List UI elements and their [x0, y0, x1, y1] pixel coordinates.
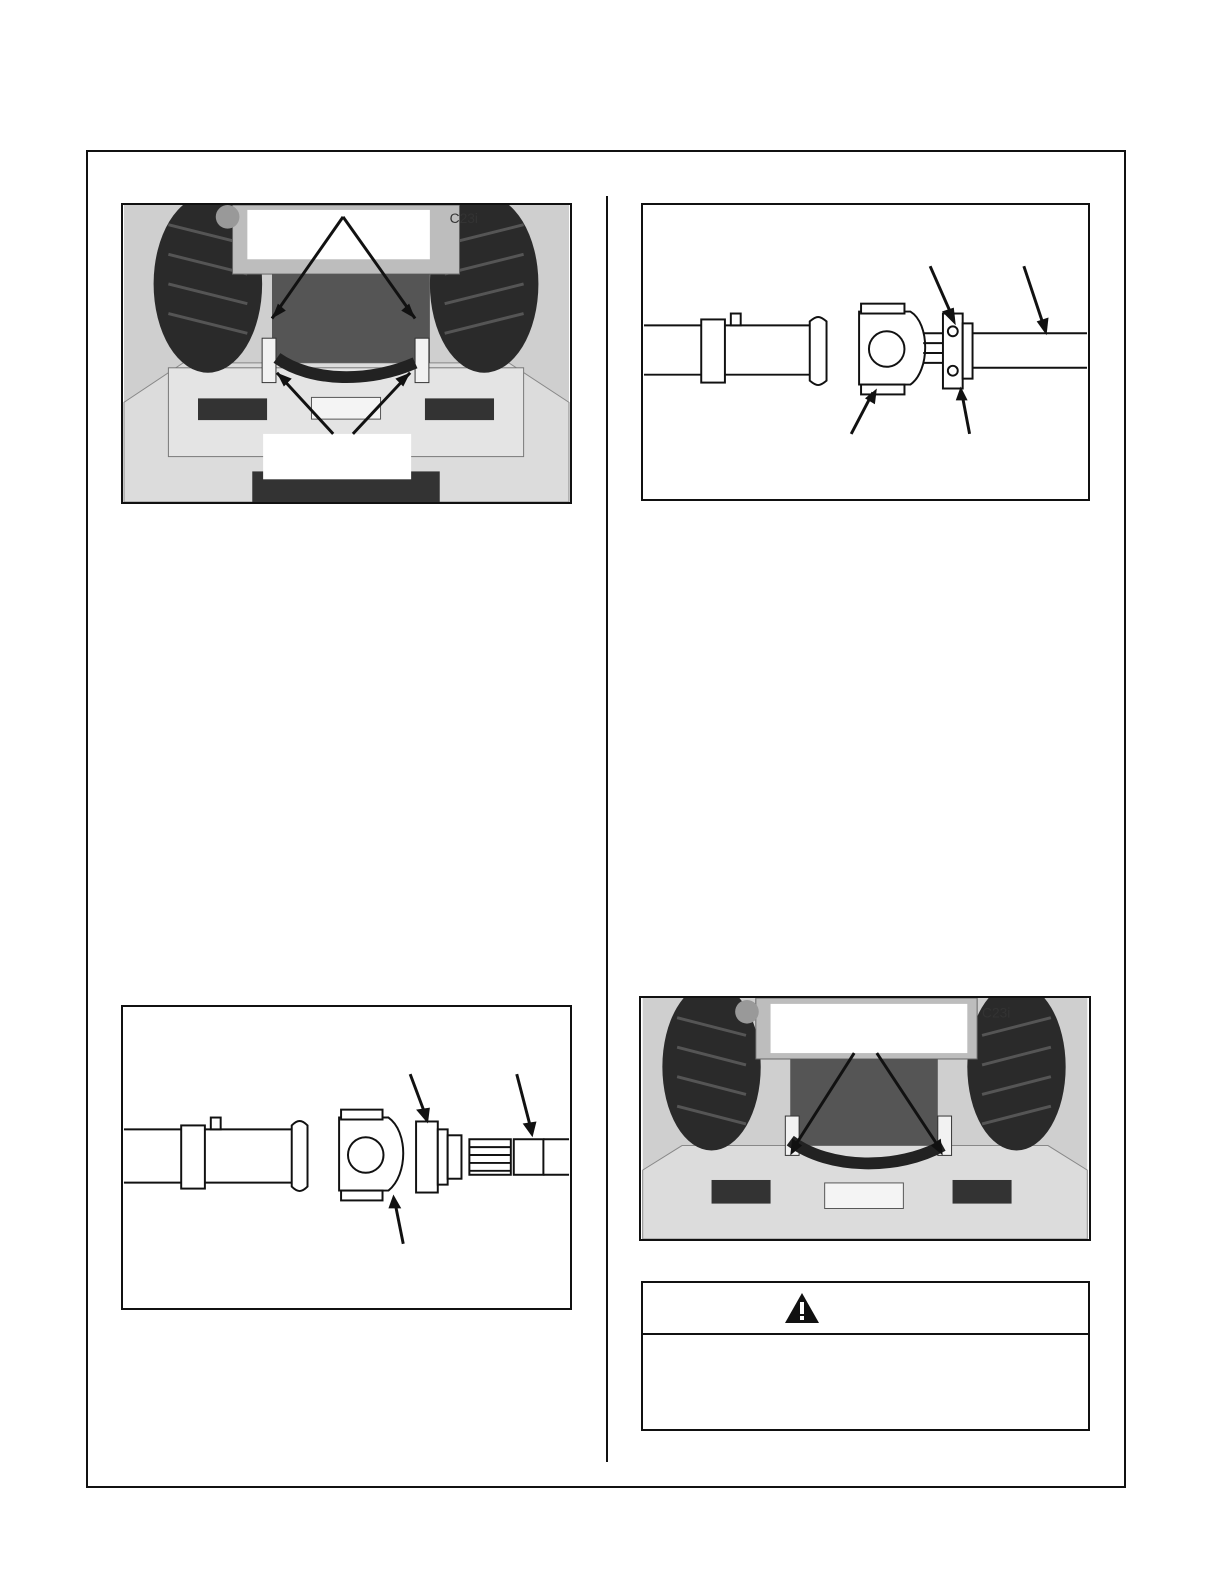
tractor-mount-bottom-illustration	[641, 998, 1089, 1239]
column-divider	[606, 196, 608, 1462]
warning-body	[643, 1335, 1088, 1359]
figure-tractor-mount-top	[121, 203, 572, 504]
warning-header	[643, 1283, 1088, 1335]
warning-box	[641, 1281, 1090, 1431]
model-badge-bottom: C23i	[982, 1005, 1011, 1021]
figure-driveline-left	[121, 1005, 572, 1310]
warning-triangle-icon	[784, 1292, 820, 1324]
figure-tractor-mount-bottom	[639, 996, 1091, 1241]
driveline-right-illustration	[643, 205, 1088, 499]
driveline-left-illustration	[123, 1007, 570, 1308]
tractor-mount-top-illustration	[123, 205, 570, 502]
figure-driveline-right	[641, 203, 1090, 501]
model-badge-top: C23i	[449, 209, 479, 226]
